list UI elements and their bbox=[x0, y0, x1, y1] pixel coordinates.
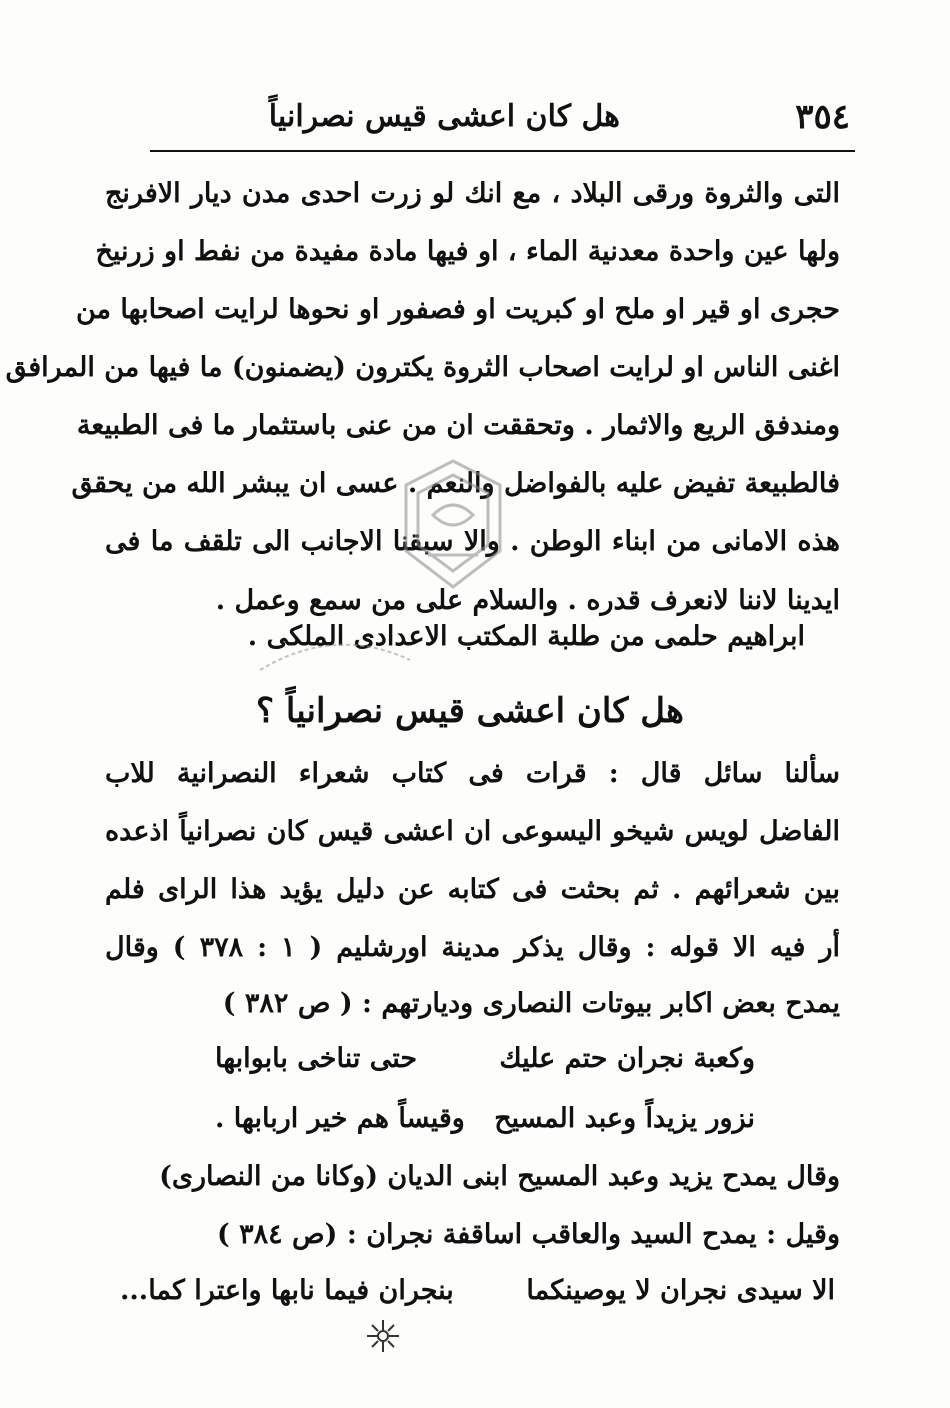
text-line: الفاضل لويس شيخو اليسوعى ان اعشى قيس كان نصرانياً اذعده bbox=[105, 816, 840, 847]
verse-second-hemistich: حتى تناخى بابوابها bbox=[215, 1043, 418, 1074]
paragraph-2 bbox=[105, 745, 840, 977]
text-line: أر فيه الا قوله : وقال يذكر مدينة اورشليم ( ١ : ٣٧٨ ) وقال bbox=[105, 932, 840, 963]
text-line: اغنى الناس او لرايت اصحاب الثروة يكترون (يضمنون) ما فيها من المرافق bbox=[5, 352, 840, 383]
text-line: ولها عين واحدة معدنية الماء ، او فيها مادة مفيدة من نفط او زرنيخ bbox=[95, 236, 840, 267]
library-seal-stamp-icon bbox=[388, 455, 518, 595]
verse-line bbox=[215, 1090, 755, 1148]
verse-second-hemistich: بنجران فيما نابها واعترا كما... bbox=[120, 1275, 454, 1306]
verse-first-hemistich: نزور يزيداً وعبد المسيح bbox=[494, 1103, 755, 1134]
text-line: التى والثروة ورقى البلاد ، مع انك لو زرت احدى مدن ديار الافرنج bbox=[105, 178, 840, 209]
stamp-ring-text-icon bbox=[255, 630, 415, 680]
verse-line bbox=[120, 1262, 835, 1320]
verse-first-hemistich: الا سيدى نجران لا يوصينكما bbox=[526, 1275, 835, 1306]
text-line: حجرى او قير او ملح او كبريت او فصفور او نحوها لرايت اصحابها من bbox=[75, 294, 840, 325]
quote-intro: وقال يمدح يزيد وعبد المسيح ابنى الديان (وكانا من النصارى) bbox=[159, 1161, 840, 1192]
text-line: فالطبيعة تفيض عليه بالفواضل والنعم . عسى ان يبشر الله من يحقق bbox=[71, 468, 840, 499]
verse-line bbox=[215, 1030, 755, 1088]
verse-second-hemistich: وقيساً هم خير اربابها . bbox=[215, 1103, 465, 1134]
header-rule bbox=[150, 150, 855, 152]
section-title: هل كان اعشى قيس نصرانياً ؟ bbox=[256, 691, 684, 731]
quote-intro: وقيل : يمدح السيد والعاقب اساقفة نجران : (ص ٣٨٤ ) bbox=[216, 1219, 840, 1250]
page-header bbox=[150, 92, 850, 142]
floral-ornament-icon bbox=[365, 1318, 401, 1354]
verse-first-hemistich: وكعبة نجران حتم عليك bbox=[499, 1043, 755, 1074]
quote-intro: يمدح بعض اكابر بيوتات النصارى وديارتهم : ( ص ٣٨٢ ) bbox=[222, 988, 840, 1019]
text-line: بين شعرائهم . ثم بحثت فى كتابه عن دليل يؤيد هذا الراى فلم bbox=[105, 874, 840, 905]
text-line: سألنا سائل قال : قرات فى كتاب شعراء النصرانية للاب bbox=[105, 758, 840, 789]
text-line: ومندفق الريع والاثمار . وتحققت ان من عنى باستثمار ما فى الطبيعة bbox=[76, 410, 840, 441]
running-title: هل كان اعشى قيس نصرانياً bbox=[268, 99, 620, 134]
author-signature: ابراهيم حلمى من طلبة المكتب الاعدادى الملكى . bbox=[247, 621, 805, 652]
closing-line: ايدينا لاننا لانعرف قدره . والسلام على من سمع وعمل . bbox=[215, 585, 840, 616]
page-number: ٣٥٤ bbox=[795, 97, 850, 137]
text-line: هذه الامانى من ابناء الوطن . والا سبقنا الاجانب الى تلقف ما فى bbox=[105, 526, 840, 557]
